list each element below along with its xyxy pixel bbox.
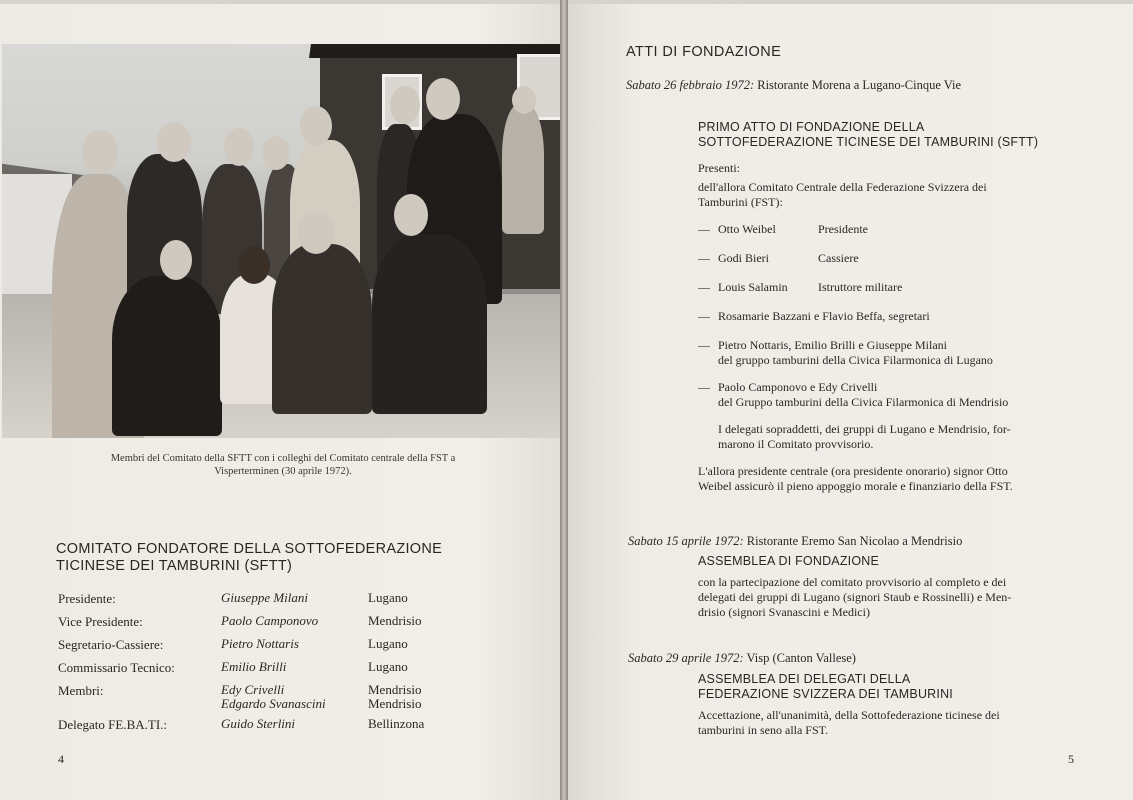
presenti-intro: dell'allora Comitato Centrale della Federazione Svizzera dei Tamburini (FST):: [698, 180, 987, 209]
presenti-label: Presenti:: [698, 161, 740, 175]
date-line: [628, 651, 856, 666]
date-text: Sabato 15 aprile 1972:: [628, 534, 744, 548]
member-role: Commissario Tecnico:: [58, 660, 175, 675]
heading-line: COMITATO FONDATORE DELLA SOTTOFEDERAZIONE: [56, 541, 443, 557]
act-heading: PRIMO ATTO DI FONDAZIONE DELLA SOTTOFEDERAZIONE TICINESE DEI TAMBURINI (SFTT): [698, 120, 1039, 149]
act-heading: ASSEMBLEA DI FONDAZIONE: [698, 554, 880, 568]
member-row: [58, 614, 518, 637]
heading-line: TICINESE DEI TAMBURINI (SFTT): [56, 558, 293, 574]
list-item: — Louis Salamin Istruttore militare: [698, 280, 903, 294]
list-item: — Godi Bieri Cassiere: [698, 251, 859, 265]
member-name: Pietro Nottaris: [221, 636, 299, 651]
group-photo: [2, 44, 560, 438]
first-act-block: [698, 120, 1078, 494]
page-number-right: 5: [1068, 752, 1074, 766]
caption-line: Membri del Comitato della SFTT con i colleghi del Comitato centrale della FST a: [110, 453, 456, 464]
place-text: Ristorante Eremo San Nicolao a Mendrisio: [743, 534, 963, 548]
date-line: [626, 78, 961, 93]
delegati-paragraph: I delegati sopraddetti, dei gruppi di Lugano e Mendrisio, for- marono il Comitato provvisorio.: [718, 422, 1011, 451]
member-row: [58, 683, 518, 717]
member-place: Bellinzona: [368, 716, 425, 731]
list-item: — Paolo Camponovo e Edy Crivelli del Gruppo tamburini della Civica Filarmonica di Mendrisio: [698, 380, 1009, 409]
date-text: Sabato 29 aprile 1972:: [628, 651, 744, 665]
member-place: Lugano: [368, 659, 408, 674]
date-text: Sabato 26 febbraio 1972:: [626, 78, 755, 92]
page-number-left: 4: [58, 752, 64, 766]
assembly-block: [698, 554, 1078, 620]
member-role: Vice Presidente:: [58, 614, 143, 629]
act-text: con la partecipazione del comitato provvisorio al completo e dei delegati dei gruppi di Lugano (signori Staub e Rossinelli) e Men- drisio (signori Svanascini e Medici): [698, 575, 1012, 619]
member-role: Membri:: [58, 683, 104, 698]
members-table: [58, 591, 518, 740]
place-text: Visp (Canton Vallese): [743, 651, 856, 665]
date-line: [628, 534, 962, 549]
list-item: — Pietro Nottaris, Emilio Brilli e Giuseppe Milani del gruppo tamburini della Civica Filarmonica di Lugano: [698, 338, 993, 367]
member-name: Paolo Camponovo: [221, 613, 319, 628]
committee-heading: [56, 541, 526, 575]
member-name: Guido Sterlini: [221, 716, 296, 731]
member-name: Edy Crivelli Edgardo Svanascini: [221, 682, 326, 711]
member-row: [58, 591, 518, 614]
caption-line: Vispertermi​nen (30 aprile 1972).: [214, 466, 352, 477]
member-place: Mendrisio: [368, 613, 422, 628]
member-role: Delegato FE.BA.TI.:: [58, 717, 168, 732]
delegates-block: [698, 672, 1078, 738]
member-name: Giuseppe Milani: [221, 590, 309, 605]
member-name: Emilio Brilli: [221, 659, 287, 674]
member-role: Presidente:: [58, 591, 116, 606]
member-row: [58, 660, 518, 683]
place-text: Ristorante Morena a Lugano-Cinque Vie: [754, 78, 962, 92]
act-text: Accettazione, all'unanimità, della Sottofederazione ticinese dei tamburini in seno alla FST.: [698, 708, 1000, 737]
member-row: [58, 717, 518, 740]
member-place: Mendrisio Mendrisio: [368, 682, 422, 711]
right-page: [568, 4, 1133, 800]
book-gutter: [560, 0, 568, 800]
list-item: — Rosamarie Bazzani e Flavio Beffa, segretari: [698, 309, 930, 323]
photo-caption: [58, 452, 508, 478]
list-item: — Otto Weibel Presidente: [698, 222, 868, 236]
member-role: Segretario-Cassiere:: [58, 637, 164, 652]
member-place: Lugano: [368, 636, 408, 651]
member-row: [58, 637, 518, 660]
left-page: [0, 4, 560, 800]
act-heading: ASSEMBLEA DEI DELEGATI DELLA FEDERAZIONE SVIZZERA DEI TAMBURINI: [698, 672, 953, 701]
section-title: ATTI DI FONDAZIONE: [626, 44, 782, 60]
allora-paragraph: L'allora presidente centrale (ora presidente onorario) signor Otto Weibel assicurò il pieno appoggio morale e finanziario della FST.: [698, 464, 1013, 493]
member-place: Lugano: [368, 590, 408, 605]
